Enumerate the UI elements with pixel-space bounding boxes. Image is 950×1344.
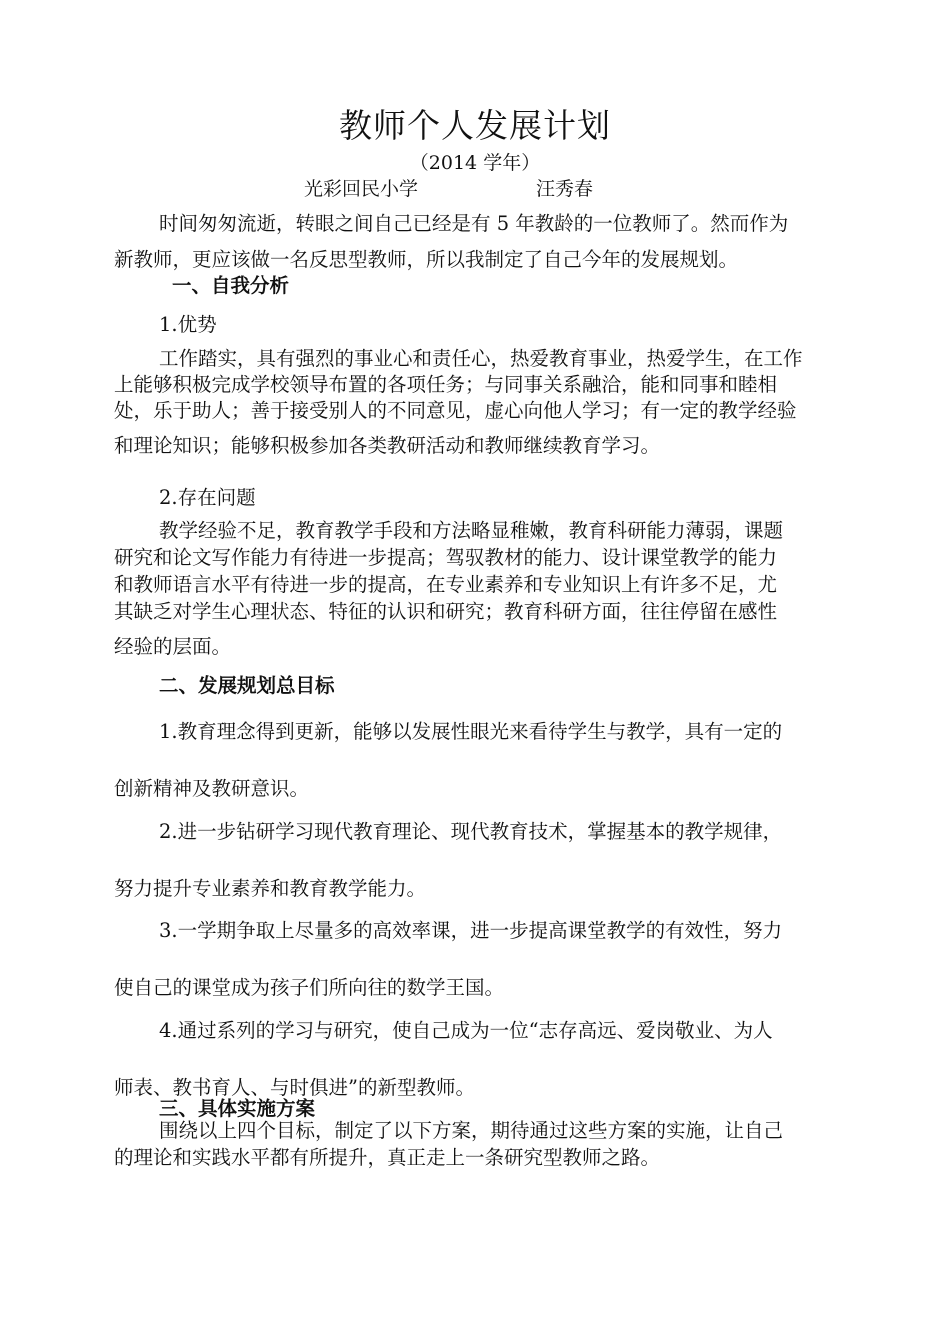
section-heading-goals: 二、发展规划总目标 [159,674,335,697]
problems-paragraph [114,517,860,669]
subheading-problems: 2.存在问题 [159,486,256,509]
paragraph-line: 处，乐于助人；善于接受别人的不同意见，虚心向他人学习；有一定的教学经验 [114,399,797,422]
paragraph-line: 其缺乏对学生心理状态、特征的认识和研究；教育科研方面，往往停留在感性 [114,600,778,623]
intro-paragraph [114,206,860,278]
goal-line: 师表、教书育人、与时俱进”的新型教师。 [114,1076,475,1099]
goal-line: 创新精神及教研意识。 [114,777,310,800]
paragraph-line: 的理论和实践水平都有所提升，真正走上一条研究型教师之路。 [114,1146,661,1169]
goal-line: 4.通过系列的学习与研究，使自己成为一位“志存高远、爱岗敬业、为人 [159,1019,773,1042]
paragraph-line: 围绕以上四个目标，制定了以下方案，期待通过这些方案的实施，让自己 [159,1119,784,1142]
goal-line: 努力提升专业素养和教育教学能力。 [114,877,427,900]
goal-line: 1.教育理念得到更新，能够以发展性眼光来看待学生与教学，具有一定的 [159,720,783,743]
paragraph-line: 和理论知识；能够积极参加各类教研活动和教师继续教育学习。 [114,434,661,457]
goal-item [114,902,860,1016]
paragraph-line: 和教师语言水平有待进一步的提高，在专业素养和专业知识上有许多不足，尤 [114,573,778,596]
goal-item [114,803,860,917]
document-title: 教师个人发展计划 [339,106,611,145]
paragraph-line: 上能够积极完成学校领导布置的各项任务；与同事关系融洽，能和同事和睦相 [114,373,778,396]
section-heading-implementation: 三、具体实施方案 [159,1097,316,1120]
paragraph-line: 教学经验不足，教育教学手段和方法略显稚嫩，教育科研能力薄弱，课题 [159,519,784,542]
paragraph-line: 经验的层面。 [114,635,232,658]
intro-line: 时间匆匆流逝，转眼之间自己已经是有 5 年教龄的一位教师了。然而作为 [159,212,789,235]
goal-line: 使自己的课堂成为孩子们所向往的数学王国。 [114,976,505,999]
byline [304,174,593,201]
implementation-paragraph [114,1117,860,1171]
goal-line: 2.进一步钻研学习现代教育理论、现代教育技术，掌握基本的教学规律， [159,820,783,843]
paragraph-line: 工作踏实，具有强烈的事业心和责任心，热爱教育事业，热爱学生，在工作 [159,347,803,370]
author-name: 汪秀春 [536,178,594,200]
school-year: （2014 学年） [409,152,541,174]
paragraph-line: 研究和论文写作能力有待进一步提高；驾驭教材的能力、设计课堂教学的能力 [114,546,778,569]
intro-line: 新教师，更应该做一名反思型教师，所以我制定了自己今年的发展规划。 [114,248,739,271]
goal-item [114,703,860,817]
school-name: 光彩回民小学 [304,178,419,200]
section-heading-self-analysis: 一、自我分析 [172,274,290,297]
goal-line: 3.一学期争取上尽量多的高效率课，进一步提高课堂教学的有效性，努力 [159,919,783,942]
subheading-strengths: 1.优势 [159,313,217,336]
strengths-paragraph [114,346,860,468]
